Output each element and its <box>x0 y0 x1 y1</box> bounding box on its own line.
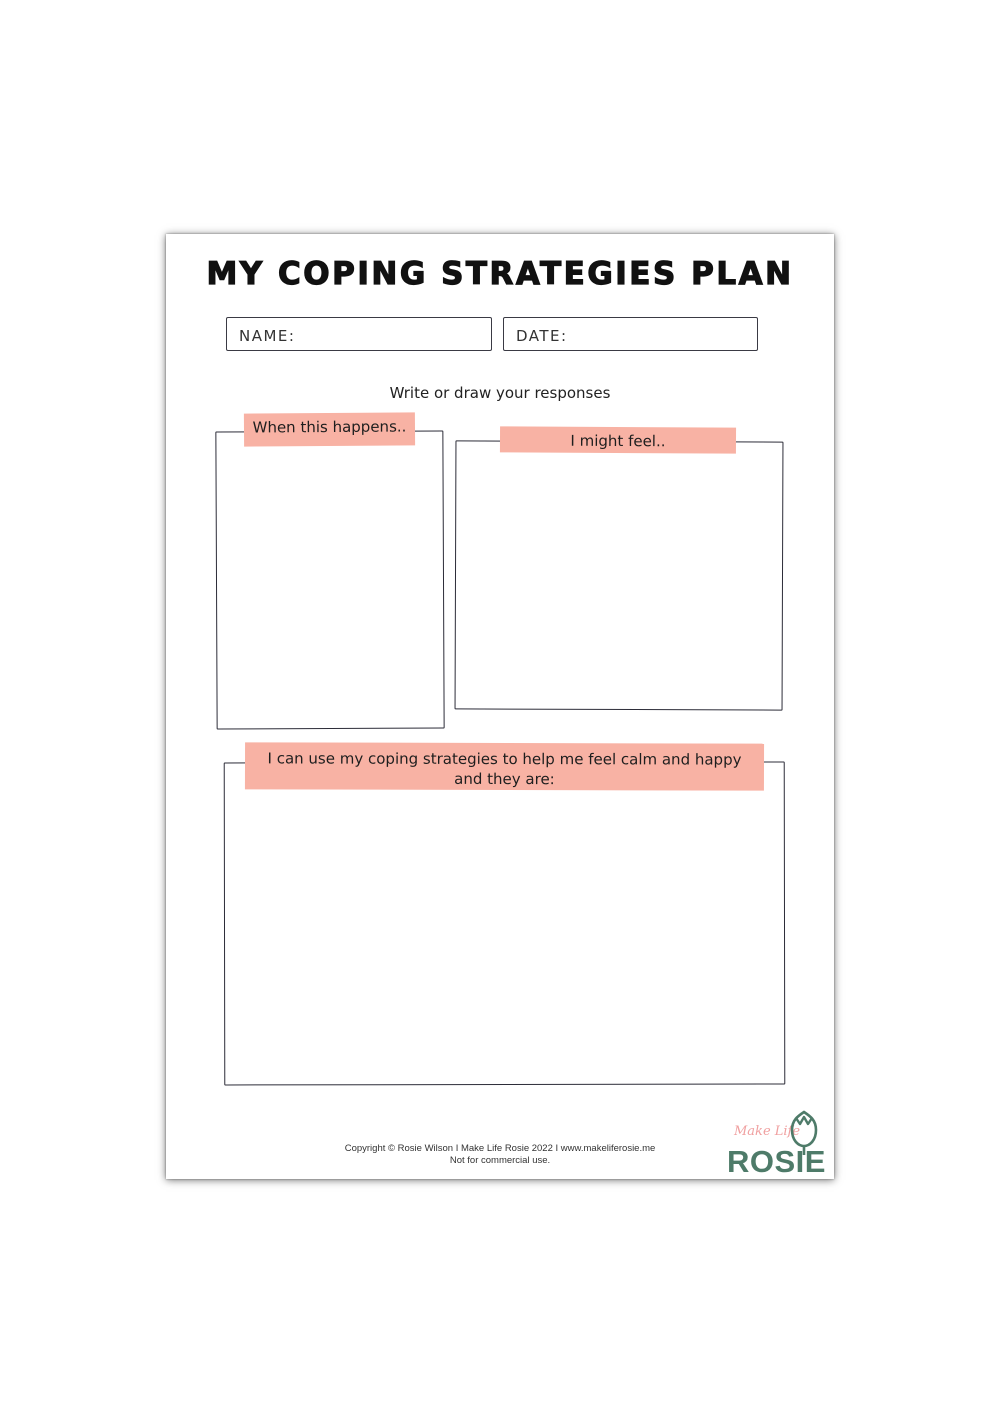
worksheet-title: MY COPING STRATEGIES PLAN <box>206 256 794 292</box>
logo-script-text: Make Life <box>734 1124 801 1139</box>
when-this-happens-box[interactable] <box>215 431 444 730</box>
i-might-feel-label: I might feel.. <box>500 426 736 453</box>
coping-strategies-label-line2: and they are: <box>454 769 555 789</box>
coping-strategies-box[interactable] <box>224 762 786 1086</box>
date-field[interactable] <box>503 317 758 351</box>
coping-strategies-label <box>245 742 764 790</box>
name-label: NAME: <box>239 327 296 345</box>
when-this-happens-label: When this happens.. <box>244 412 415 446</box>
make-life-rosie-logo <box>726 1106 834 1178</box>
commercial-notice: Not for commercial use. <box>449 1155 551 1166</box>
copyright-text: Copyright © Rosie Wilson I Make Life Rosie 2022 I www.makeliferosie.me <box>344 1143 656 1154</box>
date-label: DATE: <box>516 327 568 345</box>
instruction-text: Write or draw your responses <box>389 384 611 402</box>
footer <box>286 1143 714 1167</box>
coping-strategies-label-line1: I can use my coping strategies to help me feel calm and happy <box>267 749 742 769</box>
worksheet-page <box>166 234 834 1179</box>
name-field[interactable] <box>226 317 492 351</box>
logo-wordmark: ROSIE <box>727 1144 826 1179</box>
i-might-feel-box[interactable] <box>455 440 784 710</box>
